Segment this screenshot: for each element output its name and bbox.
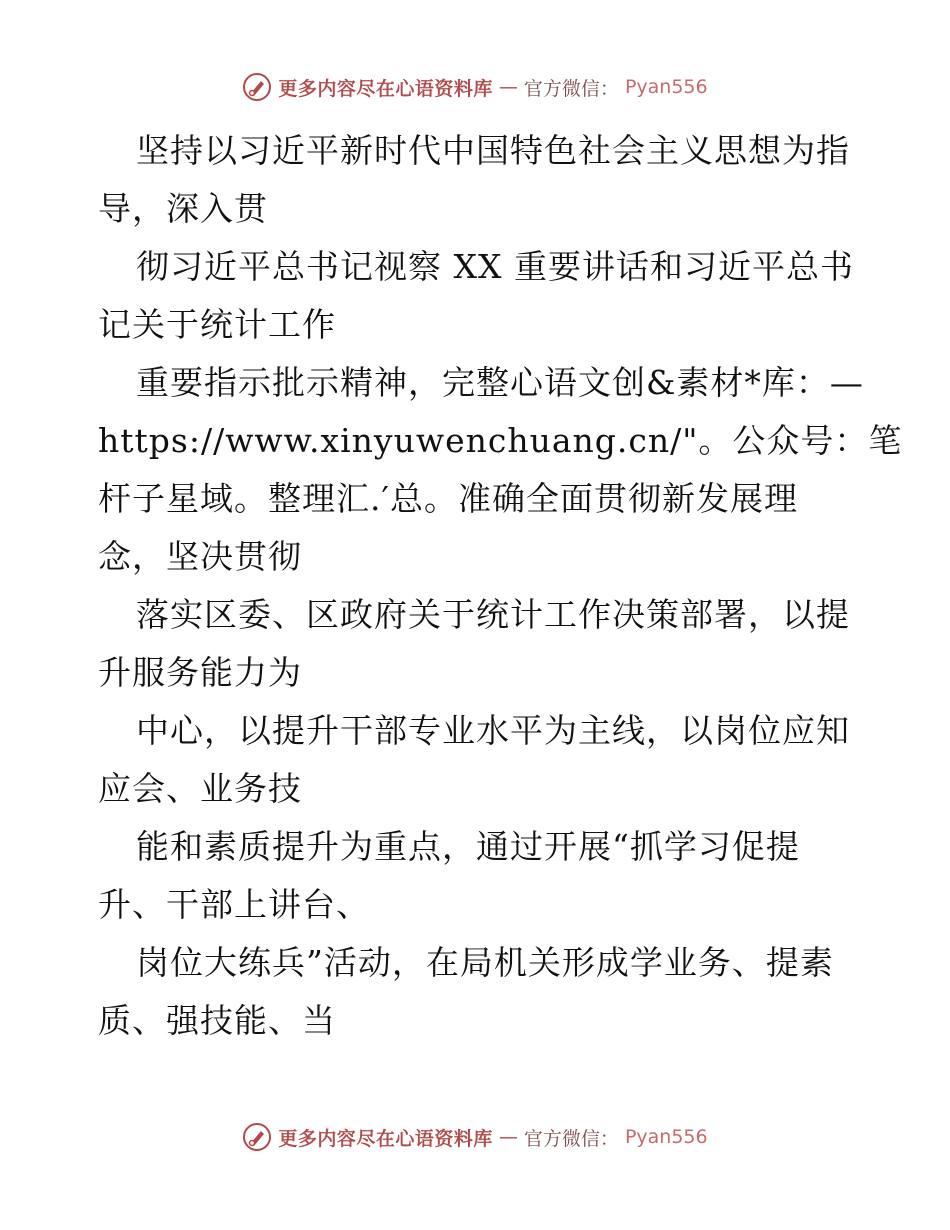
text-line: 中心，以提升干部专业水平为主线，以岗位应知 (136, 711, 850, 750)
text-line: 念，坚决贯彻 (98, 537, 302, 576)
watermark-site-text: 更多内容尽在心语资料库 (278, 77, 493, 100)
text-line: 导，深入贯 (98, 189, 268, 228)
header-watermark (0, 72, 950, 102)
text-line: 升、干部上讲台、 (98, 885, 370, 924)
text-line: 坚持以习近平新时代中国特色社会主义思想为指 (136, 131, 850, 170)
footer-watermark (0, 1122, 950, 1152)
text-line: 岗位大练兵”活动，在局机关形成学业务、提素 (136, 943, 834, 982)
text-line: https://www.xinyuwenchuang.cn/"。公众号：笔 (98, 421, 903, 460)
watermark-separator: — (498, 1126, 518, 1148)
pen-logo-icon (242, 1122, 272, 1152)
text-line: 记关于统计工作 (98, 305, 336, 344)
watermark-id: Pyan556 (624, 1126, 708, 1148)
watermark-separator: — (498, 76, 518, 98)
watermark-site-text: 更多内容尽在心语资料库 (278, 1127, 493, 1150)
watermark-id: Pyan556 (624, 76, 708, 98)
text-line: 重要指示批示精神，完整心语文创&素材*库：— (136, 363, 864, 402)
pen-logo-icon (242, 72, 272, 102)
text-line: 质、强技能、当 (98, 1001, 336, 1040)
watermark-label: 官方微信： (523, 1127, 619, 1150)
text-line: 彻习近平总书记视察 XX 重要讲话和习近平总书 (136, 247, 854, 286)
text-line: 升服务能力为 (98, 653, 302, 692)
text-line: 能和素质提升为重点，通过开展“抓学习促提 (136, 827, 800, 866)
text-line: 应会、业务技 (98, 769, 302, 808)
text-line: 落实区委、区政府关于统计工作决策部署，以提 (136, 595, 850, 634)
watermark-label: 官方微信： (523, 77, 619, 100)
document-body (98, 122, 903, 1050)
text-line: 杆子星域。整理汇.′总。准确全面贯彻新发展理 (98, 479, 798, 518)
